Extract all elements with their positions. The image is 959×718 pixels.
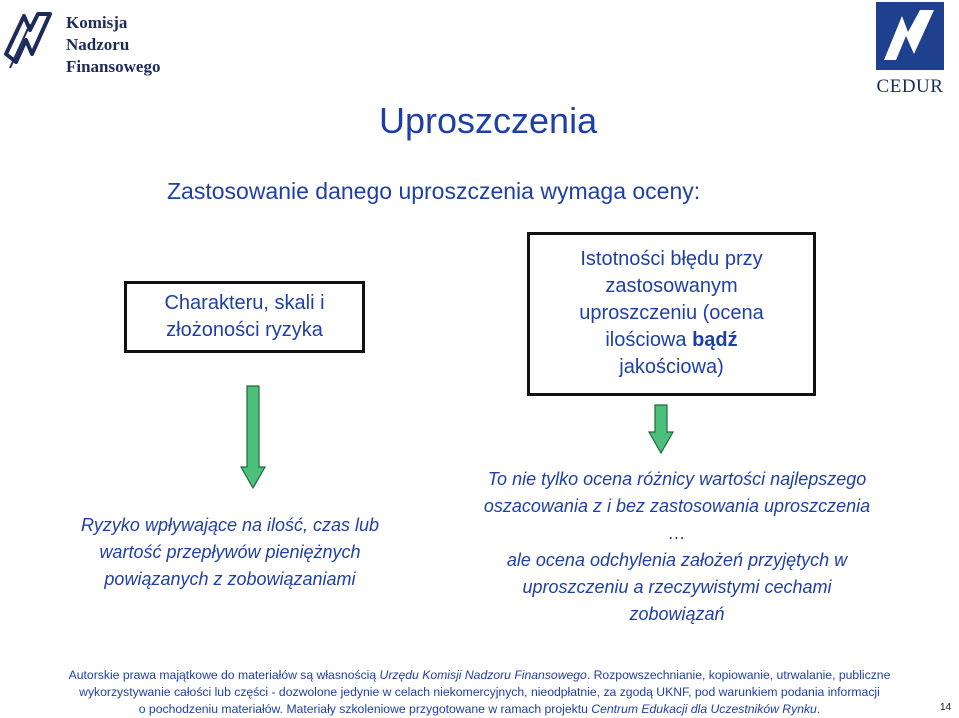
cedur-logo-text: CEDUR — [876, 76, 944, 97]
copyright-footer — [0, 667, 959, 718]
down-arrow-icon — [240, 385, 266, 489]
box-line-bold: bądź — [692, 329, 738, 351]
cedur-swoosh-icon — [876, 2, 944, 70]
knf-logo — [0, 4, 170, 84]
box-line-text: ilościowa — [605, 329, 693, 351]
footer-text: . — [816, 702, 821, 716]
footer-text: o pochodzeniu materiałów. Materiały szkoleniowe przygotowane w ramach projektu — [138, 702, 592, 716]
note-line: Ryzyko wpływające na ilość, czas lub — [80, 515, 380, 535]
note-line: wartość przepływów pieniężnych — [99, 542, 361, 562]
knf-logo-line: Finansowego — [66, 57, 161, 76]
box-line: jakościowa) — [619, 356, 724, 378]
footer-italic: Centrum Edukacji dla Uczestników Rynku — [591, 702, 817, 716]
footer-italic: Urzędu Komisji Nadzoru Finansowego — [379, 668, 587, 682]
cedur-logo-icon — [876, 2, 944, 70]
box-line: Charakteru, skali i — [164, 292, 325, 314]
criterion-box-risk — [124, 281, 365, 353]
risk-description — [40, 512, 420, 593]
note-line: zobowiązań — [629, 604, 725, 624]
note-line: oszacowania z i bez zastosowania uproszczenia — [483, 496, 871, 516]
down-arrow-icon — [648, 404, 674, 454]
box-line: uproszczeniu (ocena — [579, 302, 764, 324]
box-line: zastosowanym — [605, 275, 738, 297]
slide-subtitle: Zastosowanie danego uproszczenia wymaga oceny: — [167, 178, 701, 204]
knf-logo-icon — [2, 10, 58, 76]
error-assessment-description — [440, 466, 914, 628]
box-line: Istotności błędu przy — [580, 248, 763, 270]
footer-text: . Rozpowszechnianie, kopiowanie, utrwalanie, publiczne — [586, 668, 891, 682]
cedur-logo — [868, 2, 952, 98]
knf-logo-text — [66, 12, 160, 78]
footer-line — [0, 667, 959, 684]
knf-logo-line: Nadzoru — [66, 35, 130, 54]
note-line: powiązanych z zobowiązaniami — [104, 569, 356, 589]
footer-line — [0, 701, 959, 718]
box-line — [530, 327, 813, 354]
slide-title: Uproszczenia — [379, 100, 598, 141]
footer-line: wykorzystywanie całości lub części - dozwolone jedynie w celach niekomercyjnych, nieodpłatnie, za zgodą UKNF, pod warunkiem podania informacji — [79, 685, 880, 699]
page-number: 14 — [940, 702, 952, 713]
criterion-box-error — [527, 232, 816, 396]
knf-logo-line: Komisja — [66, 13, 128, 32]
note-line: uproszczeniu a rzeczywistymi cechami — [522, 577, 832, 597]
note-line: ale ocena odchylenia założeń przyjętych w — [506, 550, 848, 570]
box-line: złożoności ryzyka — [166, 319, 323, 341]
note-line: … — [668, 523, 686, 543]
note-line: To nie tylko ocena różnicy wartości najlepszego — [487, 469, 867, 489]
footer-text: Autorskie prawa majątkowe do materiałów są własnością — [68, 668, 380, 682]
